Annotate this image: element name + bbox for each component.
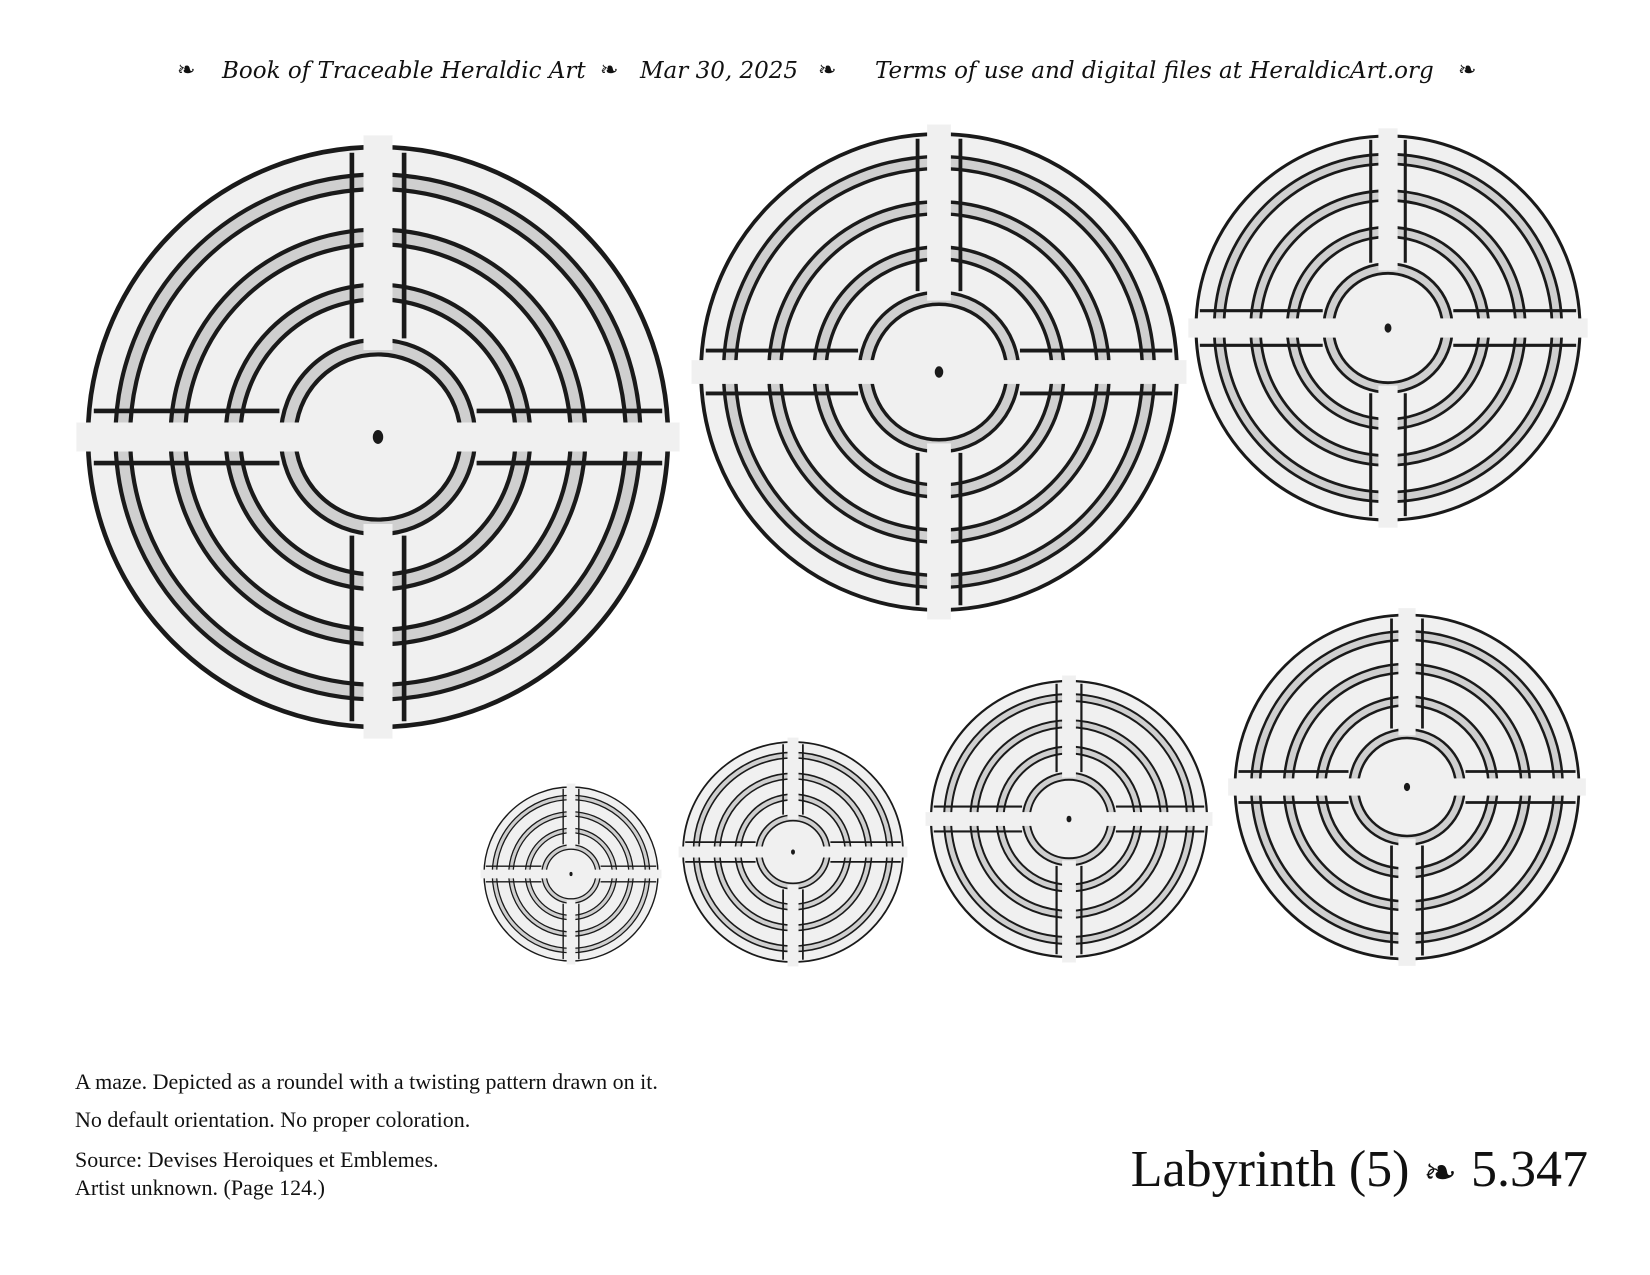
labyrinth-medium — [691, 124, 1186, 619]
book-title: Book of Traceable Heraldic Art — [222, 58, 586, 84]
plate-number: 5.347 — [1471, 1141, 1588, 1198]
labyrinth-small-1 — [481, 784, 662, 965]
plate-fleuron: ❧ — [1423, 1150, 1457, 1195]
description-line-4: Artist unknown. (Page 124.) — [75, 1175, 325, 1200]
labyrinth-small-4 — [1228, 608, 1586, 966]
header-fleuron-3: ❧ — [818, 58, 837, 83]
header-fleuron-2: ❧ — [600, 58, 619, 83]
description-line-1: A maze. Depicted as a roundel with a twisting pattern drawn on it. — [75, 1069, 658, 1094]
header-date: Mar 30, 2025 — [640, 58, 798, 84]
description-line-3: Source: Devises Heroiques et Emblemes. — [75, 1147, 439, 1172]
description-line-2: No default orientation. No proper coloration. — [75, 1107, 471, 1132]
plate-name: Labyrinth (5) — [1130, 1141, 1410, 1198]
labyrinth-medium-small — [1188, 128, 1587, 527]
terms-link[interactable]: Terms of use and digital files at HeraldicArt.org — [875, 58, 1434, 84]
labyrinth-small-3 — [925, 675, 1212, 962]
plate-title — [1131, 1140, 1588, 1199]
header-fleuron-1: ❧ — [177, 58, 196, 83]
labyrinth-small-2 — [679, 738, 908, 967]
header-fleuron-4: ❧ — [1458, 58, 1477, 83]
labyrinth-large — [76, 135, 679, 738]
